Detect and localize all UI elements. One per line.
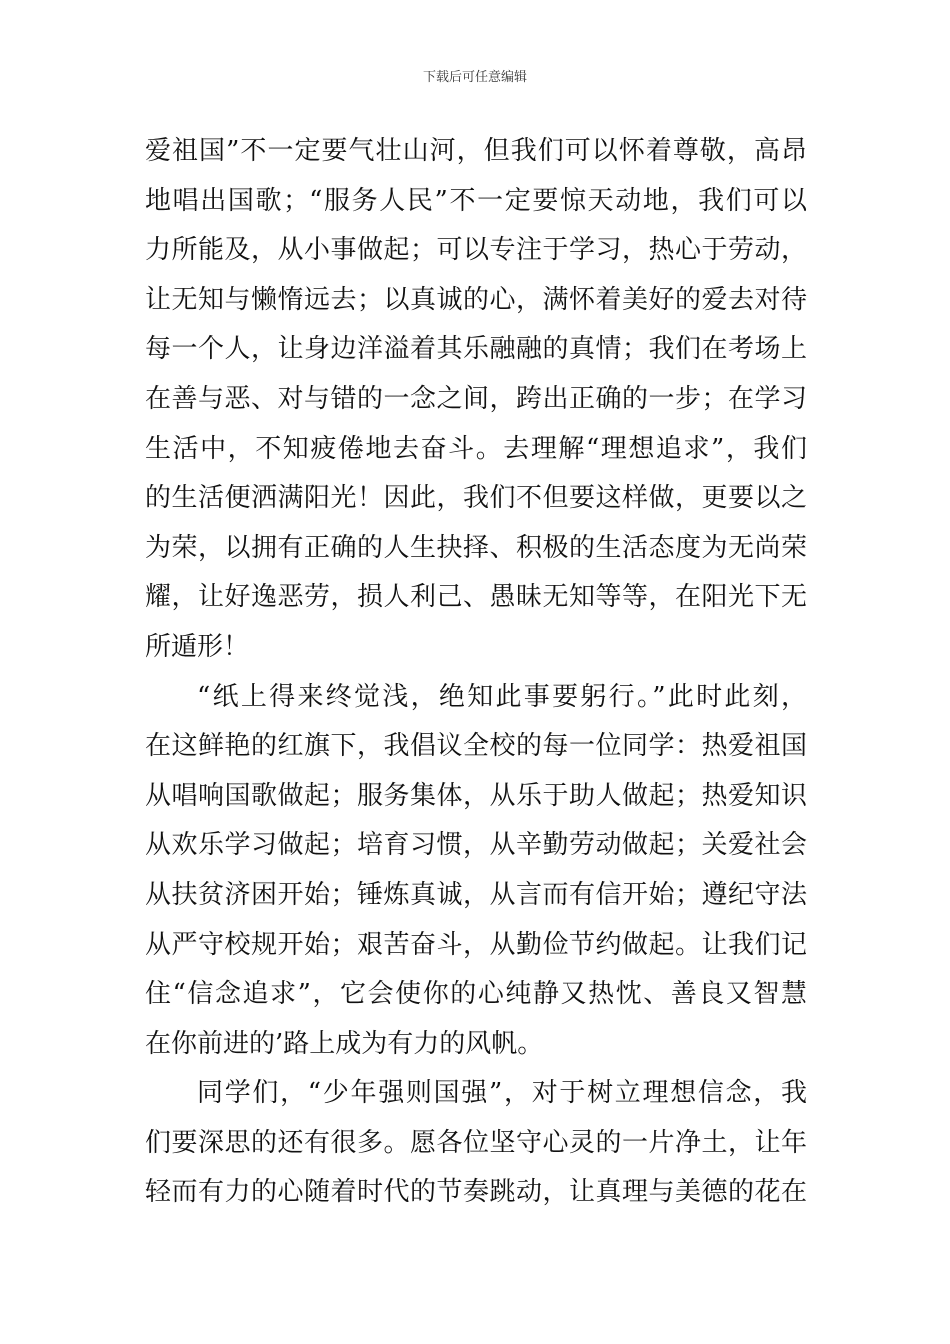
text-line: 为荣，以拥有正确的人生抉择、积极的生活态度为无尚荣 — [145, 532, 807, 563]
text-line: 生活中，不知疲倦地去奋斗。去理解“理想追求”，我们 — [145, 433, 807, 464]
paragraph-start-line: 同学们，“少年强则国强”，对于树立理想信念，我 — [197, 1078, 807, 1109]
text-line: 轻而有力的心随着时代的节奏跳动，让真理与美德的花在 — [145, 1177, 807, 1208]
text-line: 住“信念追求”，它会使你的心纯静又热忱、善良又智慧 — [145, 979, 807, 1010]
text-line: 从欢乐学习做起；培育习惯，从辛勤劳动做起；关爱社会 — [145, 830, 807, 861]
document-body — [145, 127, 807, 1218]
text-line: 在善与恶、对与错的一念之间，跨出正确的一步；在学习 — [145, 383, 807, 414]
text-line: 地唱出国歌；“服务人民”不一定要惊天动地，我们可以 — [145, 185, 807, 216]
text-line: 爱祖国”不一定要气壮山河，但我们可以怀着尊敬，高昂 — [145, 136, 807, 166]
text-line: 力所能及，从小事做起；可以专注于学习，热心于劳动， — [145, 235, 807, 266]
text-line: 从唱响国歌做起；服务集体，从乐于助人做起；热爱知识 — [145, 780, 807, 811]
text-line: 让无知与懒惰远去；以真诚的心，满怀着美好的爱去对待 — [145, 284, 807, 315]
text-line: 从严守校规开始；艰苦奋斗，从勤俭节约做起。让我们记 — [145, 929, 807, 960]
text-line: 所遁形！ — [145, 631, 250, 662]
text-line: 每一个人，让身边洋溢着其乐融融的真情；我们在考场上 — [145, 334, 807, 365]
text-line: 在你前进的’路上成为有力的风帆。 — [145, 1028, 544, 1059]
text-line: 们要深思的还有很多。愿各位坚守心灵的一片净土，让年 — [145, 1127, 807, 1158]
paragraph-start-line: “纸上得来终觉浅，绝知此事要躬行。”此时此刻， — [197, 681, 807, 712]
text-line: 耀，让好逸恶劳，损人利己、愚昧无知等等，在阳光下无 — [145, 582, 807, 613]
page-header: 下载后可任意编辑 — [422, 70, 527, 85]
text-line: 在这鲜艳的红旗下，我倡议全校的每一位同学：热爱祖国 — [145, 731, 807, 762]
text-line: 从扶贫济困开始；锤炼真诚，从言而有信开始；遵纪守法 — [145, 879, 807, 910]
text-line: 的生活便洒满阳光！因此，我们不但要这样做，更要以之 — [145, 483, 807, 514]
